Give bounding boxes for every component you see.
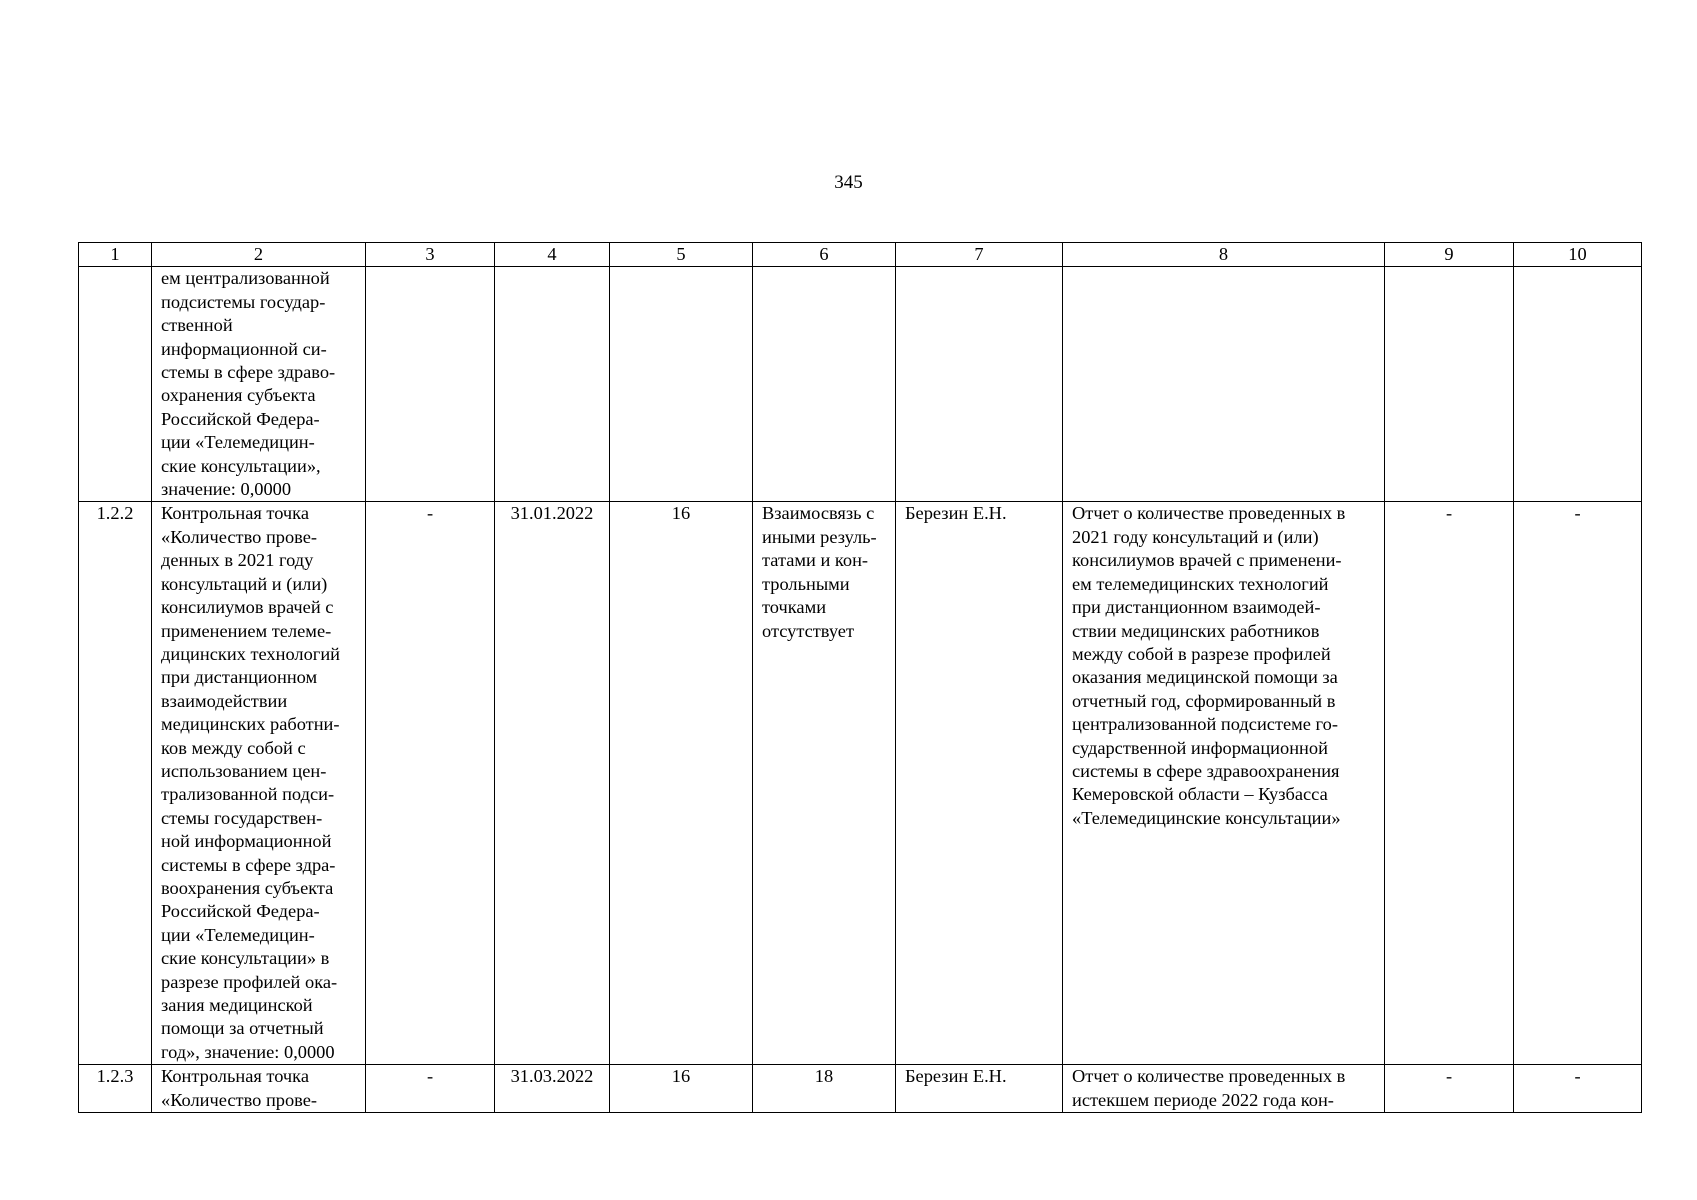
description-line: охранения субъекта (161, 385, 316, 406)
description-line: стемы в сфере здраво- (161, 362, 336, 383)
relation-line: татами и кон- (762, 550, 869, 571)
description-line: помощи за отчетный (161, 1018, 324, 1039)
result-line: Кемеровской области – Кузбасса (1072, 784, 1328, 805)
description-line: ственной (161, 315, 233, 336)
relation-line: 18 (814, 1066, 834, 1087)
cell-description (152, 502, 366, 1065)
cell-col9: - (1385, 1065, 1514, 1113)
cell-result (1063, 1065, 1385, 1113)
description-line: медицинских работни- (161, 714, 340, 735)
relation-line: отсутствует (762, 620, 854, 641)
cell-col3: - (366, 1065, 495, 1113)
cell-col10: - (1514, 1065, 1642, 1113)
description-line: «Количество прове- (161, 1089, 318, 1110)
relation-line: точками (762, 597, 827, 618)
result-line: при дистанционном взаимодей- (1072, 597, 1321, 618)
description-line: применением телеме- (161, 620, 332, 641)
result-line: «Телемедицинские консультации» (1072, 807, 1341, 828)
description-line: ной информационной (161, 831, 332, 852)
column-header: 4 (495, 243, 610, 267)
result-line: централизованной подсистеме го- (1072, 714, 1338, 735)
description-line: «Количество прове- (161, 526, 318, 547)
description-line: ем централизованной (161, 268, 330, 289)
description-line: год», значение: 0,0000 (161, 1041, 335, 1062)
description-line: подсистемы государ- (161, 291, 326, 312)
column-header: 2 (152, 243, 366, 267)
result-line: отчетный год, сформированный в (1072, 690, 1336, 711)
table-row (79, 267, 1642, 502)
cell-responsible (896, 267, 1063, 502)
description-line: ции «Телемедицин- (161, 432, 315, 453)
relation-line: Взаимосвязь с (762, 503, 875, 524)
result-line: истекшем периоде 2022 года кон- (1072, 1089, 1334, 1110)
cell-result (1063, 267, 1385, 502)
column-header: 5 (610, 243, 753, 267)
cell-date: 31.01.2022 (495, 502, 610, 1065)
cell-col5: 16 (610, 502, 753, 1065)
description-line: разрезе профилей ока- (161, 971, 338, 992)
description-line: Российской Федера- (161, 408, 320, 429)
description-line: зания медицинской (161, 995, 313, 1015)
description-line: консилиумов врачей с (161, 597, 334, 618)
result-line: оказания медицинской помощи за (1072, 667, 1338, 688)
result-line: ствии медицинских работников (1072, 620, 1320, 641)
description-line: дицинских технологий (161, 643, 341, 664)
description-line: информационной си- (161, 338, 327, 359)
cell-col9: - (1385, 502, 1514, 1065)
column-header: 1 (79, 243, 152, 267)
column-header: 10 (1514, 243, 1642, 267)
result-line: консилиумов врачей с применени- (1072, 550, 1342, 571)
cell-result (1063, 502, 1385, 1065)
page-number: 345 (834, 172, 863, 193)
description-line: ские консультации» в (161, 948, 330, 969)
cell-number: 1.2.3 (79, 1065, 152, 1113)
relation-line: иными резуль- (762, 526, 877, 547)
column-header: 3 (366, 243, 495, 267)
result-line: 2021 году консультаций и (или) (1072, 526, 1319, 547)
result-line: между собой в разрезе профилей (1072, 643, 1331, 664)
column-header: 9 (1385, 243, 1514, 267)
relation-line: трольными (762, 573, 850, 594)
description-line: стемы государствен- (161, 807, 323, 828)
cell-number (79, 267, 152, 502)
result-line: ем телемедицинских технологий (1072, 573, 1329, 594)
cell-col10: - (1514, 502, 1642, 1065)
description-line: использованием цен- (161, 760, 327, 781)
column-header: 6 (753, 243, 896, 267)
cell-description (152, 1065, 366, 1113)
description-line: трализованной подси- (161, 784, 335, 805)
description-line: денных в 2021 году (161, 550, 314, 571)
description-line: системы в сфере здра- (161, 854, 336, 875)
description-line: Российской Федера- (161, 901, 320, 922)
description-line: воохранения субъекта (161, 877, 334, 898)
description-line: значение: 0,0000 (161, 479, 292, 500)
cell-col3 (366, 267, 495, 502)
cell-date: 31.03.2022 (495, 1065, 610, 1113)
cell-relation (753, 1065, 896, 1113)
cell-description (152, 267, 366, 502)
cell-col10 (1514, 267, 1642, 502)
description-line: ции «Телемедицин- (161, 924, 315, 945)
document-table (78, 242, 1642, 1113)
cell-responsible: Березин Е.Н. (896, 1065, 1063, 1113)
cell-col5: 16 (610, 1065, 753, 1113)
table-row (79, 502, 1642, 1065)
column-header: 7 (896, 243, 1063, 267)
description-line: ков между собой с (161, 737, 306, 758)
cell-number: 1.2.2 (79, 502, 152, 1065)
result-line: сударственной информационной (1072, 737, 1328, 758)
result-line: системы в сфере здравоохранения (1072, 760, 1340, 781)
description-line: при дистанционном (161, 667, 318, 688)
description-line: консультаций и (или) (161, 573, 328, 594)
cell-col3: - (366, 502, 495, 1065)
cell-responsible: Березин Е.Н. (896, 502, 1063, 1065)
cell-col9 (1385, 267, 1514, 502)
cell-relation (753, 502, 896, 1065)
description-line: Контрольная точка (161, 1066, 310, 1087)
description-line: взаимодействии (161, 690, 288, 711)
cell-col5 (610, 267, 753, 502)
table-row (79, 1065, 1642, 1113)
result-line: Отчет о количестве проведенных в (1072, 503, 1346, 524)
column-header: 8 (1063, 243, 1385, 267)
cell-relation (753, 267, 896, 502)
cell-date (495, 267, 610, 502)
description-line: Контрольная точка (161, 503, 310, 524)
result-line: Отчет о количестве проведенных в (1072, 1066, 1346, 1087)
description-line: ские консультации», (161, 455, 321, 476)
table-header-row (79, 243, 1642, 267)
